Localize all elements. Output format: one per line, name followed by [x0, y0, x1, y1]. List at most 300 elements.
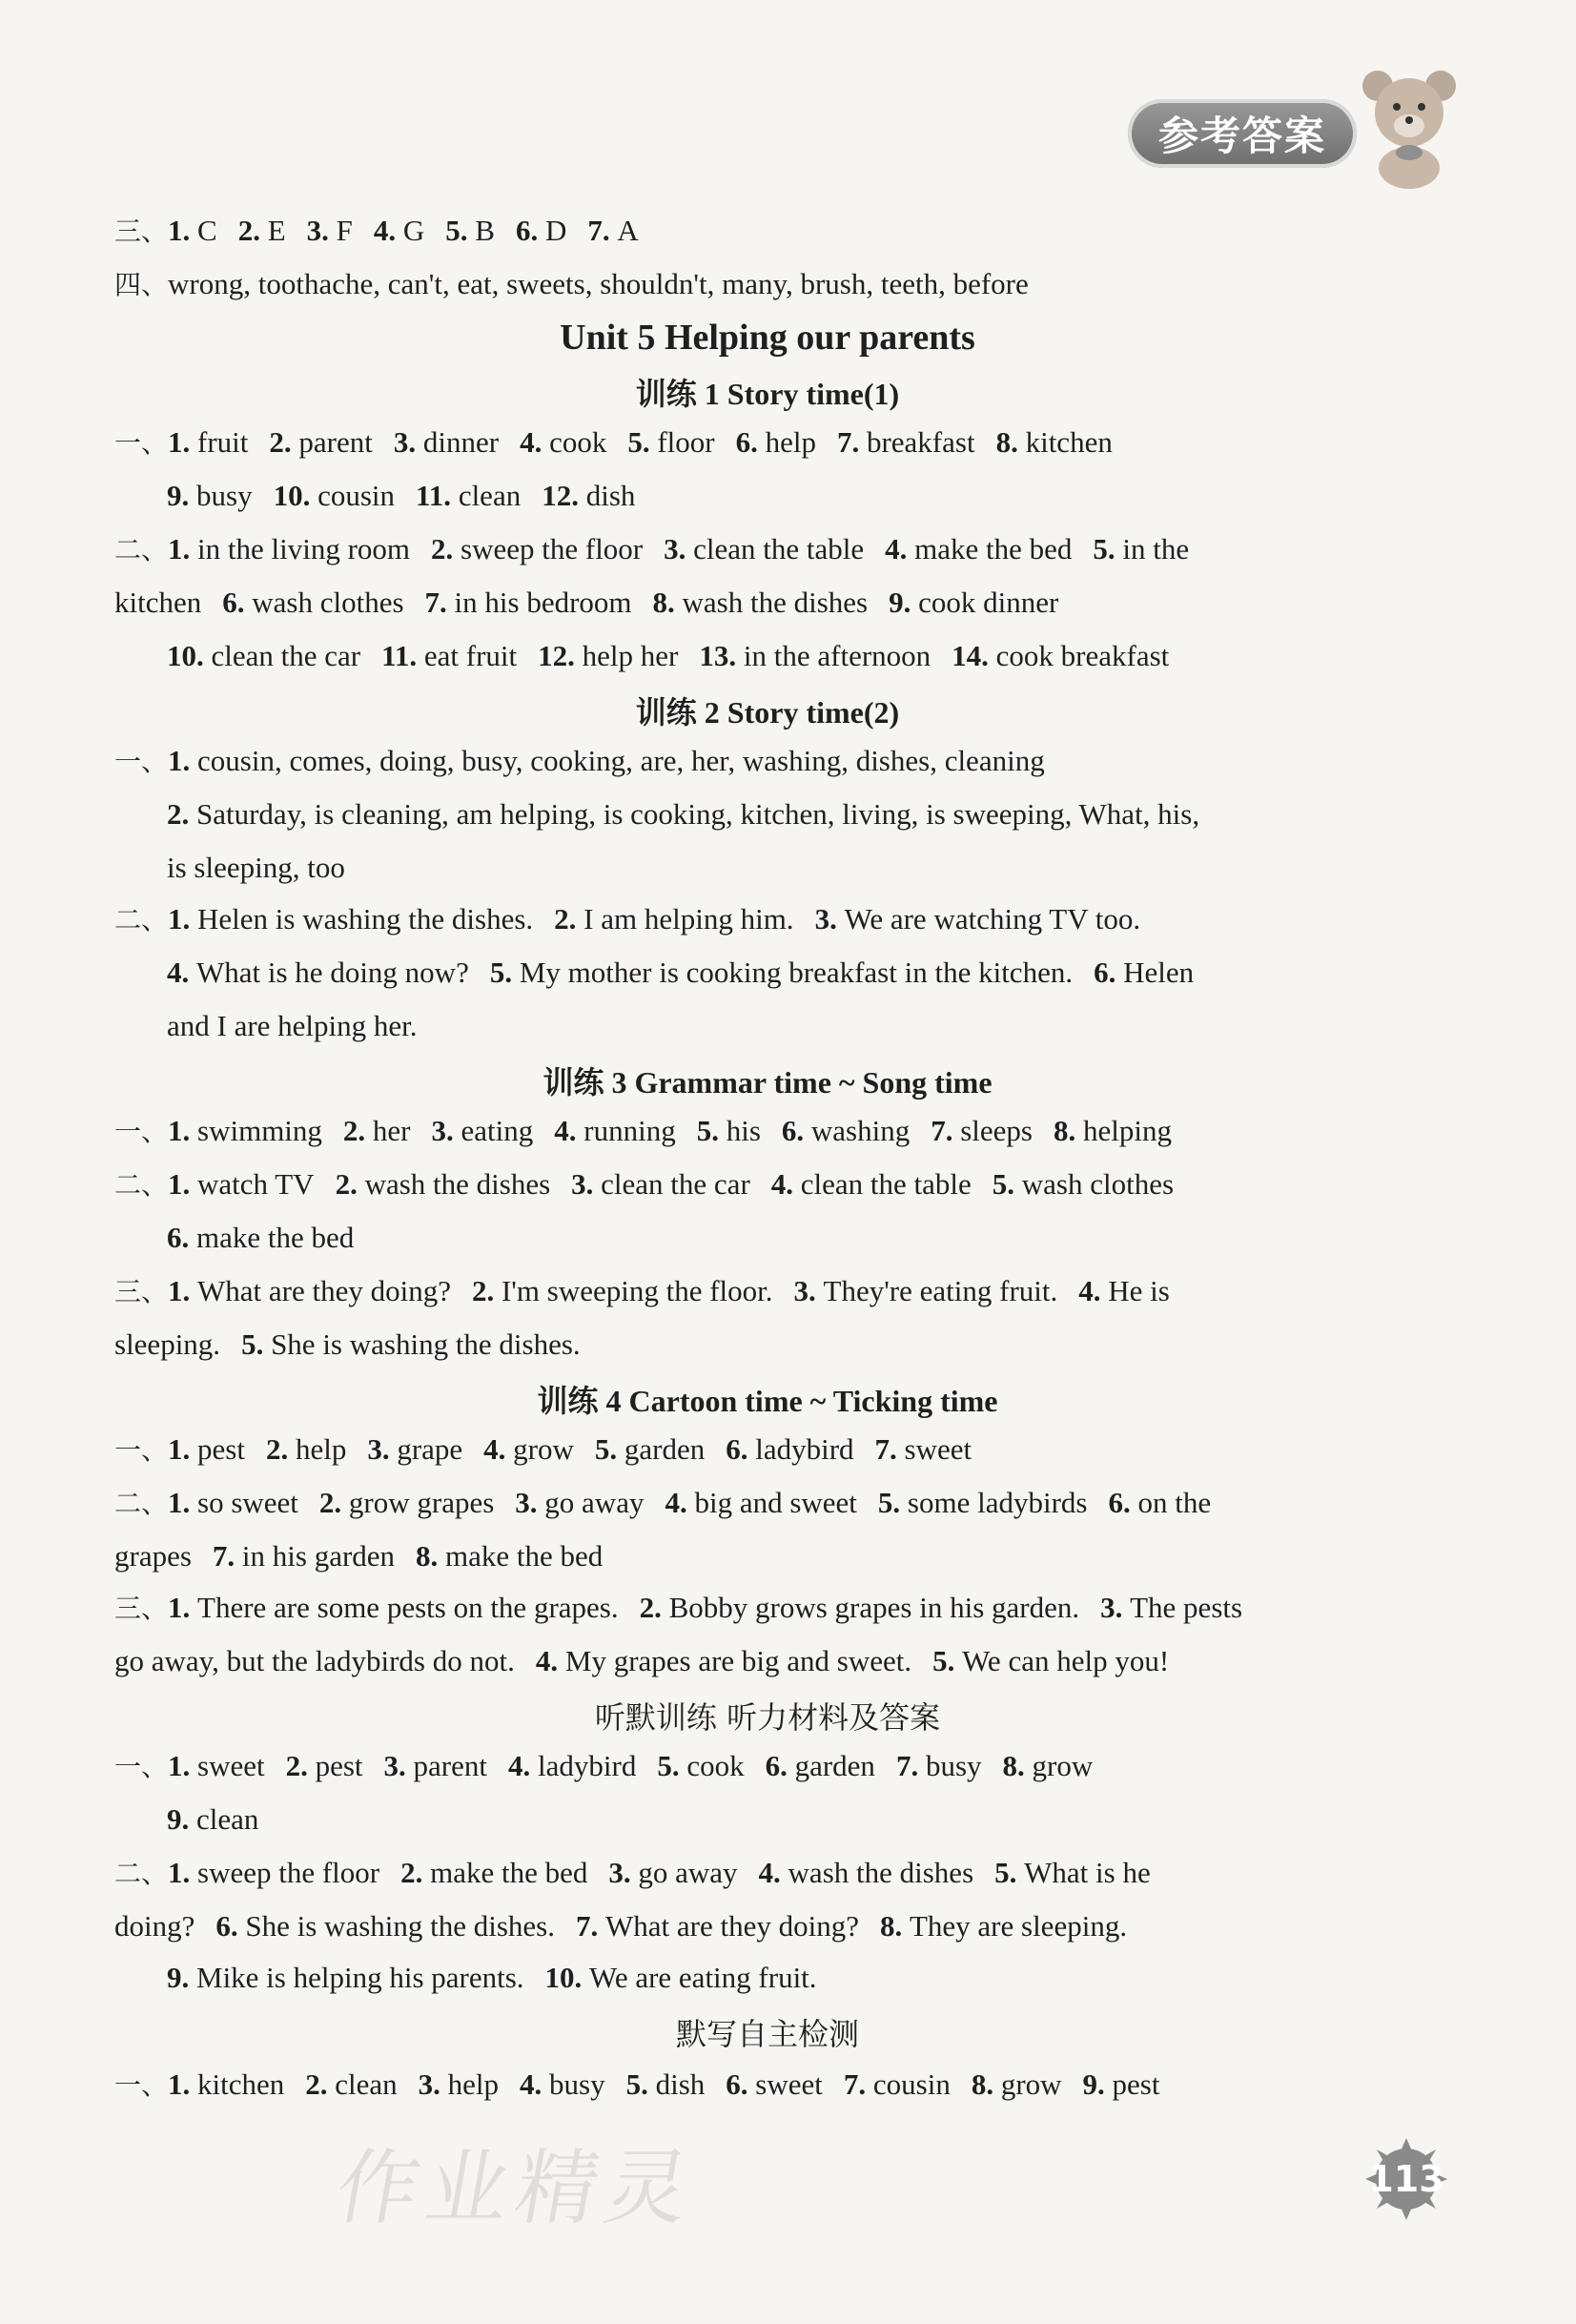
answer-item	[595, 1432, 705, 1466]
item-answer: cousin	[872, 2067, 951, 2101]
item-number: 4.	[758, 1856, 788, 1889]
answer-item	[766, 1749, 875, 1782]
answer-line	[114, 1270, 1191, 1313]
answer-line	[114, 2064, 1180, 2107]
item-number: 8.	[1002, 1749, 1033, 1782]
answer-line	[114, 422, 1134, 464]
answer-item	[238, 214, 286, 247]
item-number: 5.	[241, 1327, 272, 1361]
item-answer: fruit	[197, 425, 249, 459]
item-number: 4.	[1078, 1274, 1109, 1307]
answer-key-badge: 参考答案	[1128, 99, 1357, 168]
item-answer: make the bed	[196, 1221, 355, 1254]
answer-item	[516, 214, 566, 247]
item-answer: There are some pests on the grapes.	[197, 1591, 619, 1624]
answer-text: is sleeping, too	[167, 851, 345, 884]
answer-line	[167, 952, 1215, 994]
answer-item	[880, 1909, 1127, 1943]
item-answer: floor	[657, 425, 715, 459]
item-number: 2.	[285, 1749, 316, 1782]
answer-item	[274, 479, 395, 512]
item-answer: in the afternoon	[743, 639, 931, 672]
answer-item	[952, 639, 1169, 672]
item-answer: kitchen	[197, 2067, 285, 2101]
answer-item	[167, 1221, 354, 1254]
answer-item	[554, 902, 793, 936]
answer-item	[996, 425, 1113, 459]
item-number: 5.	[992, 1167, 1022, 1201]
answer-item	[736, 425, 816, 459]
answer-item	[726, 1432, 853, 1466]
item-answer: A	[617, 214, 639, 247]
answer-line	[114, 740, 1066, 783]
item-answer: pest	[315, 1749, 363, 1782]
item-number: 9.	[167, 1961, 196, 1994]
item-answer: grow	[1000, 2067, 1062, 2101]
item-number: 9.	[167, 479, 196, 512]
answer-line	[114, 1429, 993, 1471]
item-answer: clean the car	[211, 639, 361, 672]
question-number: 一、	[114, 1434, 169, 1466]
answer-item	[269, 425, 372, 459]
item-answer: dish	[655, 2067, 706, 2101]
item-answer: grape	[397, 1432, 463, 1466]
item-number: 5.	[489, 956, 520, 989]
question-number: 二、	[114, 904, 169, 936]
item-answer: wash the dishes	[788, 1856, 974, 1889]
item-number: 9.	[1082, 2067, 1113, 2101]
answer-item	[168, 1856, 379, 1889]
item-number: 10.	[273, 479, 318, 512]
item-number: 4.	[520, 425, 550, 459]
item-number: 3.	[664, 532, 694, 566]
item-answer: cook dinner	[918, 586, 1059, 619]
item-answer: cook	[686, 1749, 745, 1782]
item-number: 10.	[544, 1961, 590, 1994]
item-number: 4.	[554, 1114, 584, 1147]
answer-item	[878, 1486, 1088, 1519]
item-number: 2.	[237, 214, 268, 247]
answer-item	[168, 744, 1045, 777]
answer-text: and I are helping her.	[167, 1009, 418, 1042]
item-answer: C	[197, 214, 217, 247]
item-number: 4.	[885, 532, 915, 566]
item-number: 4.	[167, 956, 196, 989]
answer-item	[215, 1909, 555, 1943]
item-answer: I'm sweeping the floor.	[501, 1274, 773, 1307]
answer-item	[1108, 1486, 1211, 1519]
answer-item	[664, 532, 864, 566]
item-answer: help	[447, 2067, 500, 2101]
question-number: 三、	[114, 1276, 169, 1307]
item-number: 2.	[265, 1432, 296, 1466]
item-answer: make the bed	[430, 1856, 588, 1889]
item-number: 7.	[576, 1909, 605, 1943]
answer-line	[114, 1163, 1195, 1206]
answer-item	[993, 1167, 1174, 1201]
item-answer: I am helping him.	[583, 902, 794, 936]
item-answer: make the bed	[914, 532, 1073, 566]
answer-item	[1094, 956, 1194, 989]
answer-text: wrong, toothache, can't, eat, sweets, shouldn't, many, brush, teeth, before	[168, 267, 1029, 300]
item-number: 1.	[168, 1856, 198, 1889]
item-number: 1.	[168, 2067, 198, 2101]
item-number: 3.	[367, 1432, 398, 1466]
answer-item	[889, 586, 1058, 619]
item-answer: We are watching TV too.	[844, 902, 1141, 936]
item-number: 9.	[167, 1802, 196, 1836]
answer-item	[222, 586, 403, 619]
teddy-bear-icon	[1357, 65, 1462, 189]
answer-line	[114, 1324, 602, 1366]
answer-item	[167, 639, 360, 672]
question-number: 一、	[114, 2069, 169, 2101]
item-number: 3.	[608, 1856, 639, 1889]
item-answer: in the	[1122, 532, 1190, 566]
answer-item	[542, 479, 635, 512]
item-answer: swimming	[197, 1114, 322, 1147]
item-answer: cook	[549, 425, 607, 459]
item-number: 3.	[571, 1167, 602, 1201]
item-number: 6.	[1094, 956, 1124, 989]
item-answer: sweet	[904, 1432, 972, 1466]
item-answer: The pests	[1130, 1591, 1243, 1624]
item-number: 2.	[342, 1114, 373, 1147]
item-number: 1.	[168, 1749, 198, 1782]
item-answer: make the bed	[445, 1539, 604, 1573]
answer-item	[167, 797, 1199, 831]
item-number: 13.	[699, 639, 744, 672]
item-number: 7.	[212, 1539, 242, 1573]
answer-item	[374, 214, 424, 247]
item-number: 1.	[168, 1114, 198, 1147]
item-answer: so sweet	[197, 1486, 298, 1519]
item-number: 1.	[168, 1432, 198, 1466]
item-number: 3.	[306, 214, 337, 247]
item-number: 1.	[168, 425, 198, 459]
answer-item	[419, 2067, 499, 2101]
answer-item	[168, 532, 410, 566]
item-number: 3.	[383, 1749, 414, 1782]
item-answer: eat fruit	[423, 639, 518, 672]
answer-item	[400, 1856, 587, 1889]
answer-item	[587, 214, 638, 247]
answer-item	[167, 1961, 524, 1994]
item-number: 1.	[168, 1167, 198, 1201]
answer-line	[167, 475, 656, 517]
answer-item	[1093, 532, 1189, 566]
item-answer: garden	[624, 1432, 706, 1466]
answer-text: doing?	[114, 1909, 195, 1943]
item-number: 4.	[535, 1644, 565, 1677]
answer-item	[213, 1539, 395, 1573]
answer-item	[837, 425, 975, 459]
item-number: 3.	[1100, 1591, 1131, 1624]
item-answer: clean	[458, 479, 522, 512]
page-number: 113	[1363, 2136, 1449, 2222]
item-number: 8.	[879, 1909, 910, 1943]
answer-item	[168, 1114, 322, 1147]
item-number: 2.	[269, 425, 299, 459]
item-answer: on the	[1137, 1486, 1212, 1519]
answer-item	[1100, 1591, 1242, 1624]
item-answer: breakfast	[866, 425, 975, 459]
item-answer: They are sleeping.	[909, 1909, 1128, 1943]
item-answer: Saturday, is cleaning, am helping, is cooking, kitchen, living, is sweeping, What, his,	[196, 797, 1200, 831]
item-number: 10.	[167, 639, 212, 672]
item-number: 8.	[995, 425, 1026, 459]
item-answer: What is he	[1024, 1856, 1151, 1889]
item-number: 1.	[168, 532, 198, 566]
answer-line	[114, 1587, 1263, 1630]
item-answer: watch TV	[197, 1167, 315, 1201]
answer-line	[114, 1905, 1148, 1947]
item-number: 6.	[726, 1432, 756, 1466]
answer-item	[490, 956, 1073, 989]
answer-line	[167, 1799, 279, 1841]
item-answer: dinner	[422, 425, 500, 459]
item-number: 5.	[696, 1114, 727, 1147]
item-answer: They're eating fruit.	[823, 1274, 1058, 1307]
item-number: 2.	[305, 2067, 336, 2101]
item-number: 7.	[424, 586, 455, 619]
answer-item	[445, 214, 495, 247]
item-number: 3.	[431, 1114, 461, 1147]
answer-item	[266, 1432, 346, 1466]
answer-item	[508, 1749, 636, 1782]
answer-item	[782, 1114, 910, 1147]
item-answer: wash clothes	[1021, 1167, 1175, 1201]
item-number: 6.	[735, 425, 766, 459]
answer-item	[844, 2067, 951, 2101]
section-title: 听默训练 听力材料及答案	[594, 1699, 941, 1736]
item-number: 2.	[431, 532, 461, 566]
item-number: 9.	[889, 586, 919, 619]
item-number: 2.	[471, 1274, 501, 1307]
item-number: 11.	[381, 639, 424, 672]
question-number: 一、	[114, 427, 169, 459]
answer-line	[114, 582, 1079, 624]
question-number: 二、	[114, 534, 169, 566]
answer-item	[168, 2067, 284, 2101]
answer-item	[520, 2067, 605, 2101]
section-title: Unit 5 Helping our parents	[560, 318, 975, 358]
item-number: 7.	[587, 214, 618, 247]
item-answer: sweet	[755, 2067, 823, 2101]
item-answer: busy	[549, 2067, 605, 2101]
item-answer: some ladybirds	[907, 1486, 1088, 1519]
answer-line	[167, 1005, 418, 1047]
item-answer: grow	[513, 1432, 574, 1466]
item-number: 2.	[318, 1486, 349, 1519]
item-number: 8.	[971, 2067, 1001, 2101]
answer-item	[759, 1856, 974, 1889]
answer-item	[665, 1486, 856, 1519]
answer-item	[885, 532, 1072, 566]
item-answer: Helen is washing the dishes.	[197, 902, 534, 936]
answer-item	[576, 1909, 859, 1943]
section-title: 训练 2 Story time(2)	[635, 695, 900, 730]
item-number: 14.	[952, 639, 996, 672]
item-answer: pest	[197, 1432, 245, 1466]
answer-line	[114, 1482, 1232, 1525]
answer-item	[167, 1802, 258, 1836]
answer-item	[520, 425, 606, 459]
item-answer: wash clothes	[252, 586, 404, 619]
item-answer: We are eating fruit.	[589, 1961, 817, 1994]
item-answer: clean the table	[800, 1167, 972, 1201]
item-answer: busy	[925, 1749, 982, 1782]
answer-item	[794, 1274, 1058, 1307]
answer-line	[167, 1217, 375, 1259]
answer-line	[167, 635, 1190, 677]
item-number: 6.	[222, 586, 253, 619]
item-number: 1.	[168, 1591, 198, 1624]
item-answer: F	[336, 214, 353, 247]
item-answer: in his bedroom	[454, 586, 632, 619]
answer-item	[168, 1486, 298, 1519]
item-number: 4.	[373, 214, 403, 247]
answer-item	[626, 2067, 706, 2101]
item-answer: ladybird	[538, 1749, 637, 1782]
question-number: 二、	[114, 1169, 169, 1201]
item-number: 1.	[168, 744, 198, 777]
item-number: 7.	[931, 1114, 961, 1147]
answer-item	[307, 214, 353, 247]
item-number: 12.	[538, 639, 583, 672]
item-answer: go away	[638, 1856, 738, 1889]
answer-item	[726, 2067, 823, 2101]
item-answer: He is	[1108, 1274, 1170, 1307]
item-number: 5.	[625, 2067, 656, 2101]
item-answer: She is washing the dishes.	[271, 1327, 581, 1361]
answer-text: kitchen	[114, 586, 202, 619]
question-number: 一、	[114, 1751, 169, 1782]
answer-item	[168, 1274, 451, 1307]
item-answer: clean the car	[601, 1167, 750, 1201]
item-number: 1.	[168, 214, 198, 247]
item-answer: clean	[196, 1802, 259, 1836]
question-number: 三、	[114, 216, 169, 247]
answer-item	[1003, 1749, 1094, 1782]
item-number: 12.	[542, 479, 586, 512]
item-number: 5.	[627, 425, 658, 459]
item-answer: garden	[794, 1749, 875, 1782]
answer-item	[994, 1856, 1151, 1889]
item-answer: eating	[461, 1114, 534, 1147]
item-number: 6.	[765, 1749, 795, 1782]
item-number: 3.	[515, 1486, 545, 1519]
answer-text: go away, but the ladybirds do not.	[114, 1644, 515, 1677]
item-number: 4.	[665, 1486, 695, 1519]
question-number: 二、	[114, 1858, 169, 1889]
answer-item	[932, 1644, 1169, 1677]
item-answer: parent	[298, 425, 373, 459]
answer-item	[168, 1749, 265, 1782]
answer-item	[416, 1539, 603, 1573]
item-answer: pest	[1112, 2067, 1160, 2101]
answer-item	[931, 1114, 1033, 1147]
answer-item	[305, 2067, 397, 2101]
item-answer: her	[372, 1114, 411, 1147]
answer-line	[114, 1535, 624, 1577]
item-number: 1.	[168, 1274, 198, 1307]
item-number: 5.	[877, 1486, 908, 1519]
question-number: 二、	[114, 1488, 169, 1519]
answer-item	[657, 1749, 744, 1782]
item-number: 11.	[416, 479, 459, 512]
answer-line	[114, 210, 660, 253]
answer-item	[896, 1749, 982, 1782]
item-answer: running	[583, 1114, 676, 1147]
answer-item	[167, 479, 253, 512]
answer-item	[554, 1114, 675, 1147]
item-answer: helping	[1082, 1114, 1172, 1147]
item-number: 5.	[445, 214, 476, 247]
section-title: 训练 3 Grammar time ~ Song time	[542, 1065, 993, 1100]
item-number: 8.	[1053, 1114, 1083, 1147]
answer-item	[431, 532, 643, 566]
answer-item	[640, 1591, 1080, 1624]
item-answer: grow	[1032, 1749, 1094, 1782]
item-answer: dish	[585, 479, 636, 512]
item-number: 2.	[335, 1167, 365, 1201]
item-number: 5.	[594, 1432, 624, 1466]
answer-item	[432, 1114, 534, 1147]
question-number: 三、	[114, 1593, 169, 1624]
item-answer: cousin	[317, 479, 396, 512]
item-number: 3.	[393, 425, 423, 459]
answer-item	[571, 1167, 750, 1201]
answer-item	[319, 1486, 494, 1519]
item-answer: big and sweet	[694, 1486, 857, 1519]
item-number: 6.	[215, 1909, 246, 1943]
item-answer: help	[295, 1432, 347, 1466]
item-answer: B	[475, 214, 495, 247]
item-number: 2.	[400, 1856, 431, 1889]
item-number: 1.	[168, 1486, 198, 1519]
item-number: 3.	[418, 2067, 448, 2101]
item-answer: cousin, comes, doing, busy, cooking, are, her, washing, dishes, cleaning	[197, 744, 1045, 777]
answer-item	[286, 1749, 363, 1782]
answer-item	[336, 1167, 551, 1201]
answer-text: sleeping.	[114, 1327, 221, 1361]
item-answer: in his garden	[241, 1539, 396, 1573]
section-title: 训练 1 Story time(1)	[635, 377, 900, 411]
item-answer: What are they doing?	[197, 1274, 451, 1307]
item-answer: Helen	[1123, 956, 1195, 989]
item-answer: My grapes are big and sweet.	[564, 1644, 912, 1677]
answer-item	[536, 1644, 911, 1677]
answer-item	[697, 1114, 761, 1147]
answer-item	[425, 586, 632, 619]
item-answer: cook breakfast	[995, 639, 1170, 672]
answer-item	[168, 425, 248, 459]
item-answer: We can help you!	[962, 1644, 1170, 1677]
answer-item	[1083, 2067, 1160, 2101]
item-number: 5.	[932, 1644, 963, 1677]
item-number: 2.	[167, 797, 196, 831]
item-answer: ladybird	[755, 1432, 854, 1466]
item-number: 5.	[657, 1749, 687, 1782]
item-number: 6.	[726, 2067, 756, 2101]
item-answer: washing	[810, 1114, 911, 1147]
item-number: 7.	[874, 1432, 905, 1466]
item-number: 3.	[814, 902, 845, 936]
answer-item	[608, 1856, 737, 1889]
item-answer: My mother is cooking breakfast in the kitchen.	[519, 956, 1074, 989]
answer-item	[394, 425, 499, 459]
